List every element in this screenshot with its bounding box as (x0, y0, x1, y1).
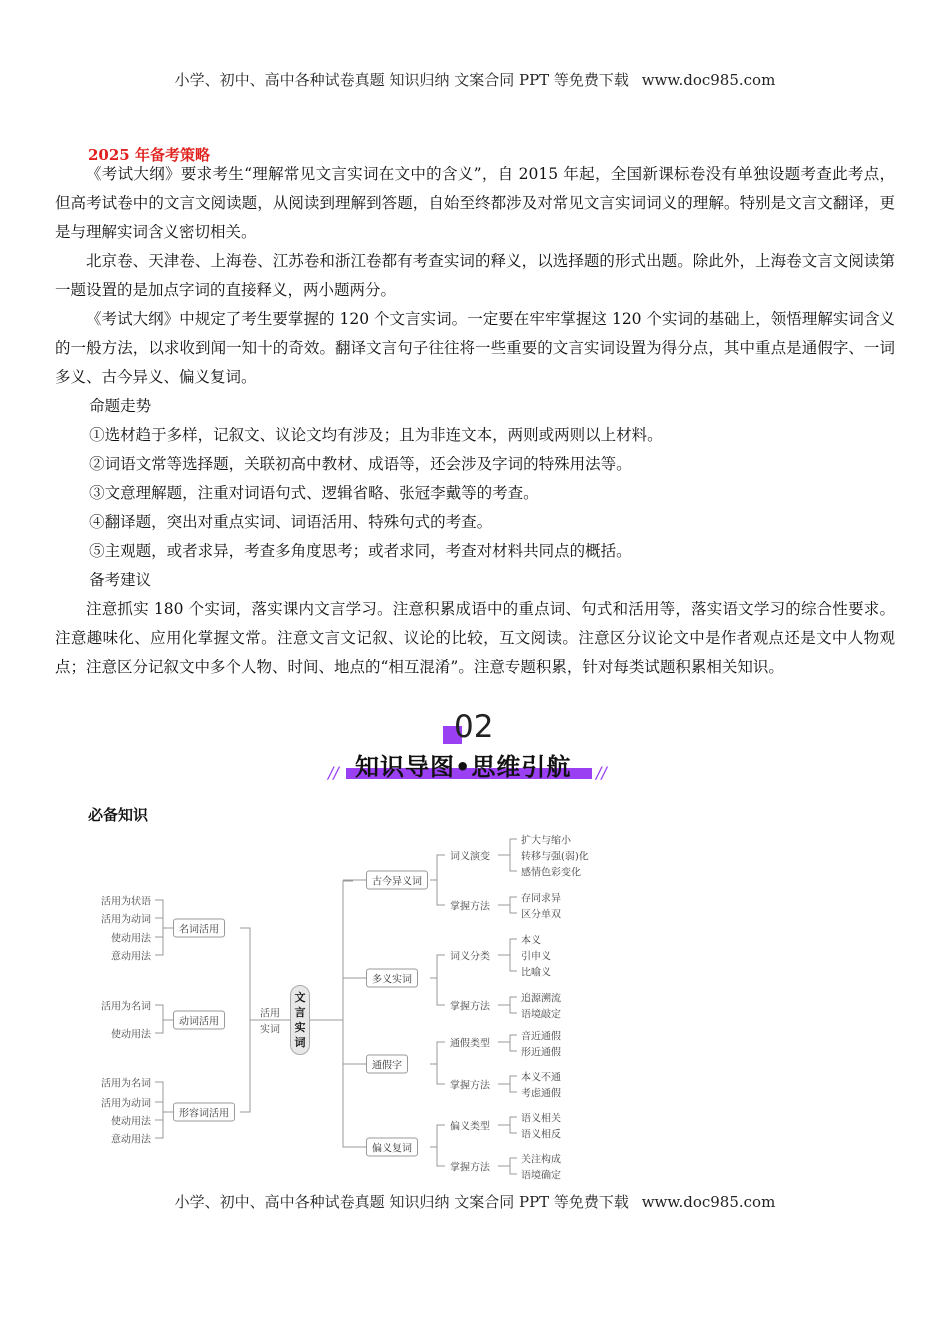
left-leaf: 活用为名词 (101, 1078, 151, 1090)
connector-line (343, 881, 353, 1147)
right-node: 古今异义词 (366, 871, 428, 890)
left-leaf: 活用为动词 (101, 914, 151, 926)
left-branch-label: 活用 (260, 1008, 280, 1020)
left-leaf: 使动用法 (111, 1029, 151, 1041)
right-node: 偏义复词 (366, 1138, 418, 1157)
right-node: 通假字 (366, 1055, 408, 1074)
center-char: 言 (294, 1006, 306, 1019)
must-know-heading: 必备知识 (88, 806, 149, 824)
left-leaf: 使动用法 (111, 933, 151, 945)
left-leaf: 活用为名词 (101, 1001, 151, 1013)
paragraph: 注意抓实 180 个实词，落实课内文言学习。注意积累成语中的重点词、句式和活用等，落实语文学习的综合性要求。注意趣味化、应用化掌握文常。注意文言文记叙、议论的比较，互文阅读。注意区分议论文中是作者观点还是文中人物观点；注意区分记叙文中多个人物、时间、地点的“相互混淆”。注意专题积累，针对每类试题积累相关知识。 (55, 600, 895, 676)
sub-node: 词义分类 (450, 951, 490, 963)
paragraph: 备考建议 (89, 571, 152, 589)
connector-line (155, 1005, 163, 1033)
header-url[interactable]: www.doc985.com (641, 71, 776, 89)
center-char: 词 (294, 1036, 306, 1049)
left-branch-label: 实词 (260, 1024, 280, 1036)
left-node: 名词活用 (173, 919, 225, 938)
sub-node: 词义演变 (450, 851, 490, 863)
section-title: 知识导图•思维引航 (355, 753, 572, 781)
section-number: 02 (454, 709, 494, 745)
right-leaf: 本义不通 (521, 1072, 561, 1084)
left-leaf: 活用为状语 (101, 896, 151, 908)
sub-node: 偏义类型 (450, 1121, 490, 1133)
paragraph: ②词语文常等选择题，关联初高中教材、成语等，还会涉及字词的特殊用法等。 (89, 455, 632, 473)
right-leaf: 音近通假 (521, 1031, 561, 1043)
right-leaf: 比喻义 (521, 967, 551, 979)
connector-line (437, 955, 445, 1005)
connector-line (240, 928, 250, 1112)
footer-text: 小学、初中、高中各种试卷真题 知识归纳 文案合同 PPT 等免费下载 (174, 1193, 629, 1211)
right-leaf: 感情色彩变化 (521, 867, 581, 879)
mind-map-center-node (290, 985, 310, 1055)
sub-node: 通假类型 (450, 1038, 490, 1050)
slash-decoration-left: // (328, 763, 339, 782)
left-leaf: 意动用法 (111, 1134, 151, 1146)
connector-line (510, 839, 517, 871)
right-leaf: 引申义 (521, 951, 551, 963)
page-footer (0, 1191, 950, 1212)
connector-line (437, 1125, 445, 1166)
right-node: 多义实词 (366, 969, 418, 988)
paragraph: ④翻译题，突出对重点实词、词语活用、特殊句式的考查。 (89, 513, 493, 531)
connector-line (437, 855, 445, 905)
right-leaf: 语境确定 (521, 1170, 561, 1182)
left-node: 形容词活用 (173, 1103, 235, 1122)
right-leaf: 本义 (521, 935, 541, 947)
paragraph: 《考试大纲》中规定了考生要掌握的 120 个文言实词。一定要在牢牢掌握这 120 个实词的基础上，领悟理解实词含义的一般方法，以求收到闻一知十的奇效。翻译文言句子往往将一些重要的文言实词设置为得分点，其中重点是通假字、一词多义、古今异义、偏义复词。 (55, 310, 895, 386)
header-text: 小学、初中、高中各种试卷真题 知识归纳 文案合同 PPT 等免费下载 (174, 71, 629, 89)
right-leaf: 语义相关 (521, 1113, 561, 1125)
right-leaf: 存同求异 (521, 893, 561, 905)
left-leaf: 使动用法 (111, 1116, 151, 1128)
slash-decoration-right: // (596, 763, 607, 782)
right-leaf: 区分单双 (521, 909, 561, 921)
connector-line (510, 1076, 517, 1092)
right-leaf: 语义相反 (521, 1129, 561, 1141)
paragraph: 命题走势 (89, 397, 152, 415)
connector-line (510, 1117, 517, 1133)
center-char: 实 (294, 1021, 306, 1034)
sub-node: 掌握方法 (450, 1080, 490, 1092)
connector-line (510, 897, 517, 913)
sub-node: 掌握方法 (450, 1162, 490, 1174)
left-node: 动词活用 (173, 1011, 225, 1030)
right-leaf: 关注构成 (521, 1154, 561, 1166)
paragraph: 北京卷、天津卷、上海卷、江苏卷和浙江卷都有考查实词的释义，以选择题的形式出题。除此外，上海卷文言文阅读第一题设置的是加点字词的直接释义，两小题两分。 (55, 252, 895, 299)
center-char: 文 (294, 991, 306, 1004)
paragraph: ⑤主观题，或者求异，考查多角度思考；或者求同，考查对材料共同点的概括。 (89, 542, 632, 560)
connector-line (510, 1035, 517, 1051)
footer-url[interactable]: www.doc985.com (641, 1193, 776, 1211)
connector-line (510, 997, 517, 1013)
right-leaf: 形近通假 (521, 1047, 561, 1059)
paragraph: 《考试大纲》要求考生“理解常见文言实词在文中的含义”，自 2015 年起，全国新课标卷没有单独设题考查此考点，但高考试卷中的文言文阅读题，从阅读到理解到答题，自始至终都涉及对常见文言实词词义的理解。特别是文言文翻译，更是与理解实词含义密切相关。 (55, 165, 895, 241)
right-leaf: 转移与强(弱)化 (521, 851, 589, 863)
connector-line (155, 1082, 163, 1138)
right-leaf: 考虑通假 (521, 1088, 561, 1100)
sub-node: 掌握方法 (450, 1001, 490, 1013)
strategy-title: 2025 年备考策略 (88, 146, 210, 164)
connector-line (510, 939, 517, 971)
left-leaf: 意动用法 (111, 951, 151, 963)
right-leaf: 追源溯流 (521, 993, 561, 1005)
connector-line (155, 900, 163, 955)
paragraph: ①选材趋于多样，记叙文、议论文均有涉及；且为非连文本，两则或两则以上材料。 (89, 426, 663, 444)
connector-line (437, 1042, 445, 1084)
right-leaf: 扩大与缩小 (521, 835, 571, 847)
sub-node: 掌握方法 (450, 901, 490, 913)
connector-line (510, 1158, 517, 1174)
right-leaf: 语境敲定 (521, 1009, 561, 1021)
left-leaf: 活用为动词 (101, 1098, 151, 1110)
paragraph: ③文意理解题，注重对词语句式、逻辑省略、张冠李戴等的考查。 (89, 484, 539, 502)
